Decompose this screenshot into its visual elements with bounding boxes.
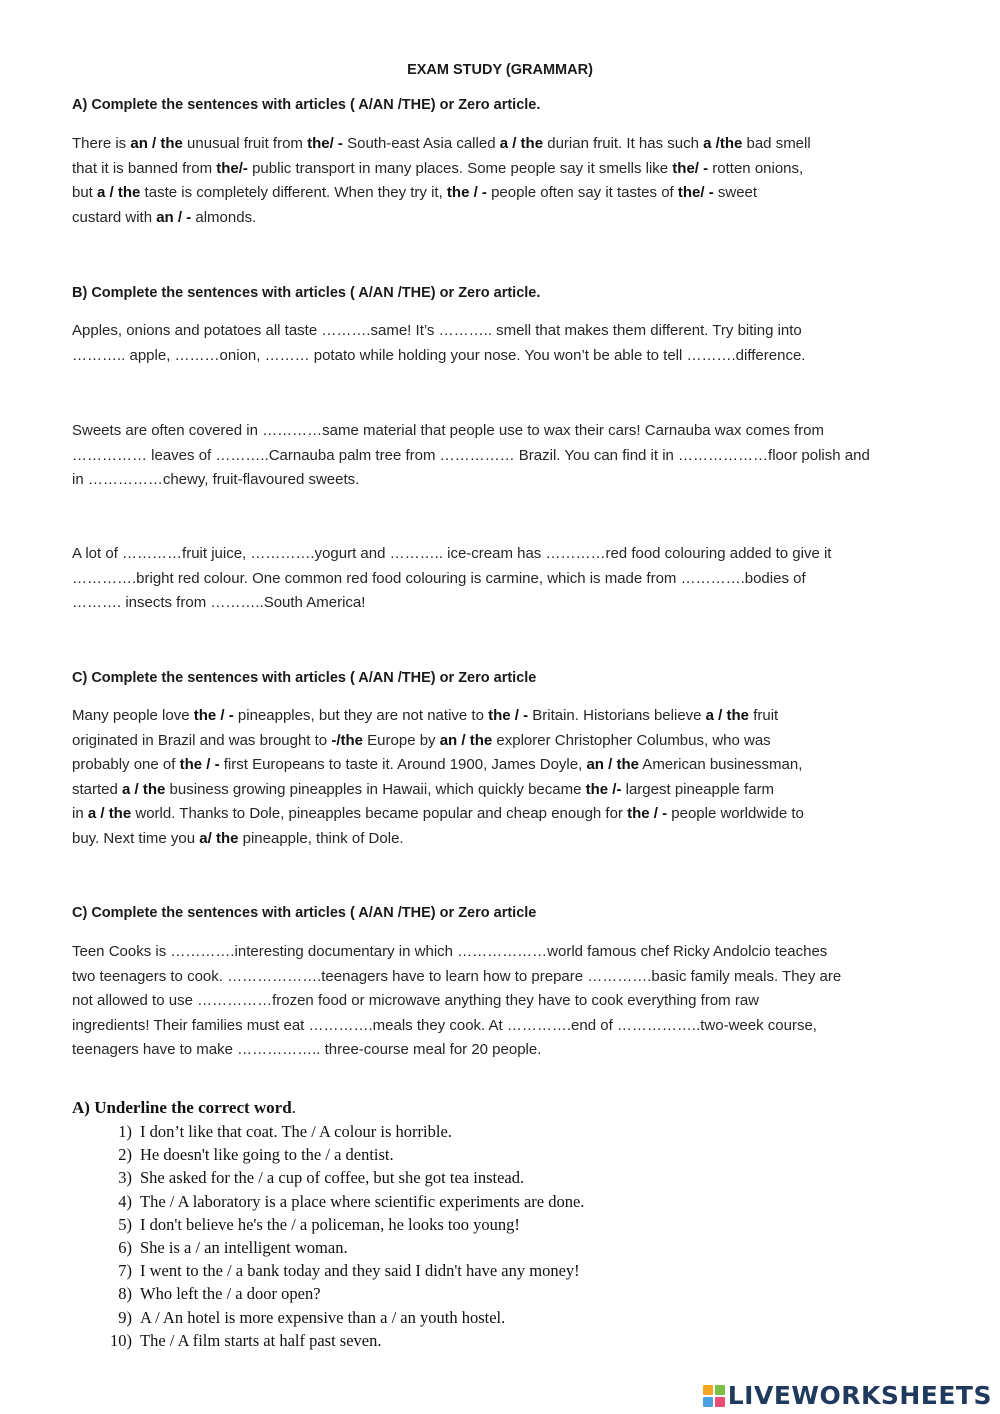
- text-segment: sweet: [713, 184, 758, 201]
- article-choice[interactable]: the / -: [179, 756, 220, 773]
- page-title: EXAM STUDY (GRAMMAR): [407, 62, 593, 78]
- logo-text: LIVEWORKSHEETS: [727, 1381, 992, 1410]
- section-c2-line-2: two teenagers to cook. ……………….teenagers have to learn how to prepare ………….basic family meals. They are: [72, 967, 842, 985]
- article-choice[interactable]: an / -: [156, 208, 192, 226]
- question-item[interactable]: [72, 1236, 772, 1259]
- question-item[interactable]: [72, 1190, 772, 1213]
- article-choice[interactable]: the /-: [585, 780, 622, 798]
- question-number: 2): [118, 1145, 132, 1165]
- question-item[interactable]: [72, 1282, 772, 1305]
- text-segment: fruit: [749, 707, 779, 724]
- text-segment: people often say it tastes of: [486, 184, 678, 201]
- question-number: 7): [118, 1261, 132, 1281]
- section-b-p2-line-1: Sweets are often covered in …………same material that people use to wax their cars! Carnauba wax comes from: [72, 422, 824, 439]
- question-number: 6): [118, 1238, 132, 1258]
- article-choice[interactable]: the/ -: [677, 184, 714, 201]
- question-text[interactable]: He doesn't like going to the / a dentist.: [140, 1145, 394, 1165]
- section-b-paragraph-2: [72, 419, 932, 493]
- article-choice[interactable]: the / -: [627, 805, 668, 822]
- article-choice[interactable]: a / the: [499, 135, 544, 152]
- text-segment: Britain. Historians believe: [528, 707, 706, 724]
- text-segment: people worldwide to: [667, 805, 804, 822]
- text-segment: pineapples, but they are not native to: [233, 707, 489, 724]
- section-b-p1-line-2: ……….. apple, ………onion, ……… potato while holding your nose. You won’t be able to tell ……….difference.: [72, 346, 806, 364]
- question-item[interactable]: [72, 1306, 772, 1329]
- text-segment: American businessman,: [638, 756, 803, 773]
- text-segment: custard with: [72, 208, 157, 226]
- text-segment: bad smell: [742, 135, 811, 152]
- section-c1-heading: C) Complete the sentences with articles ( A/AN /THE) or Zero article: [72, 670, 537, 686]
- article-choice[interactable]: the/ -: [307, 135, 343, 152]
- paragraph-line: [72, 181, 932, 206]
- text-segment: in: [72, 805, 88, 822]
- paragraph-line: [72, 729, 932, 754]
- question-item[interactable]: [72, 1213, 772, 1236]
- logo-icon: [703, 1385, 725, 1407]
- article-choice[interactable]: a /the: [703, 135, 743, 152]
- underline-heading-text: A) Underline the correct word: [72, 1098, 292, 1117]
- underline-exercise: [72, 1098, 772, 1352]
- question-item[interactable]: [72, 1120, 772, 1143]
- question-number: 10): [110, 1330, 132, 1350]
- paragraph-line: [72, 132, 932, 157]
- question-number: 9): [118, 1307, 132, 1327]
- question-text[interactable]: Who left the / a door open?: [140, 1284, 321, 1304]
- paragraph-line: [72, 827, 932, 852]
- article-choice[interactable]: the / -: [193, 707, 234, 724]
- paragraph-line: [72, 157, 932, 182]
- text-segment: There is: [72, 135, 131, 152]
- question-list: [72, 1120, 772, 1352]
- logo-cell-icon: [715, 1397, 725, 1407]
- article-choice[interactable]: a / the: [97, 184, 141, 201]
- text-segment: world. Thanks to Dole, pineapples became popular and cheap enough for: [131, 805, 628, 822]
- section-c2-line-3: not allowed to use ……………frozen food or microwave anything they have to cook everything from raw: [72, 992, 759, 1009]
- article-choice[interactable]: an / the: [439, 731, 493, 749]
- question-text[interactable]: I don’t like that coat. The / A colour is horrible.: [140, 1122, 452, 1141]
- section-c1-paragraph: [72, 704, 932, 851]
- question-item[interactable]: [72, 1143, 772, 1166]
- text-segment: taste is completely different. When they try it,: [140, 184, 447, 201]
- question-item[interactable]: [72, 1329, 772, 1352]
- text-segment: rotten onions,: [708, 159, 804, 177]
- section-a-heading: A) Complete the sentences with articles ( A/AN /THE) or Zero article.: [72, 97, 541, 113]
- section-b-p2-line-3: in ……………chewy, fruit-flavoured sweets.: [72, 471, 360, 488]
- text-segment: first Europeans to taste it. Around 1900, James Doyle,: [219, 756, 587, 773]
- text-segment: Europe by: [363, 731, 440, 749]
- question-text[interactable]: A / An hotel is more expensive than a / an youth hostel.: [140, 1307, 506, 1327]
- question-item[interactable]: [72, 1259, 772, 1282]
- section-b-paragraph-3: [72, 542, 932, 616]
- paragraph-line: [72, 778, 932, 803]
- text-segment: business growing pineapples in Hawaii, which quickly became: [165, 780, 586, 798]
- article-choice[interactable]: a / the: [705, 707, 750, 724]
- article-choice[interactable]: the/-: [216, 159, 248, 177]
- question-number: 5): [118, 1214, 132, 1234]
- question-text[interactable]: The / A film starts at half past seven.: [140, 1330, 382, 1350]
- article-choice[interactable]: an / the: [586, 756, 639, 773]
- question-number: 4): [118, 1191, 132, 1211]
- liveworksheets-logo[interactable]: [703, 1381, 992, 1410]
- article-choice[interactable]: a / the: [87, 805, 132, 822]
- section-b-p3-line-1: A lot of …………fruit juice, ………….yogurt and ……….. ice-cream has …………red food colouring added to give it: [72, 545, 832, 562]
- text-segment: public transport in many places. Some people say it smells like: [247, 159, 673, 177]
- text-segment: started: [72, 780, 123, 798]
- section-c2-heading: C) Complete the sentences with articles ( A/AN /THE) or Zero article: [72, 905, 537, 921]
- paragraph-line: [72, 753, 932, 778]
- paragraph-line: [72, 704, 932, 729]
- section-b-p1-line-1: Apples, onions and potatoes all taste ……….same! It’s ……….. smell that makes them different. Try biting into: [72, 322, 802, 339]
- section-c2-line-1: Teen Cooks is ………….interesting documentary in which ………………world famous chef Ricky Andolcio teaches: [72, 943, 828, 960]
- text-segment: originated in Brazil and was brought to: [72, 731, 332, 749]
- section-b-p2-line-2: …………… leaves of ………..Carnauba palm tree from …………… Brazil. You can find it in ………………floor polish and: [72, 446, 870, 464]
- section-b-p3-line-2: ………….bright red colour. One common red food colouring is carmine, which is made from ………….bodies of: [72, 569, 806, 587]
- paragraph-line: [72, 802, 932, 827]
- article-choice[interactable]: the / -: [446, 184, 487, 201]
- question-text[interactable]: I don't believe he's the / a policeman, he looks too young!: [140, 1214, 520, 1234]
- text-segment: that it is banned from: [72, 159, 217, 177]
- question-text[interactable]: I went to the / a bank today and they said I didn't have any money!: [140, 1261, 580, 1281]
- section-c2-line-5: teenagers have to make …………….. three-course meal for 20 people.: [72, 1041, 542, 1058]
- underline-heading-dot: .: [291, 1098, 296, 1117]
- question-text[interactable]: She is a / an intelligent woman.: [140, 1238, 348, 1258]
- text-segment: South-east Asia called: [342, 135, 500, 152]
- article-choice[interactable]: the / -: [488, 707, 529, 724]
- text-segment: explorer Christopher Columbus, who was: [492, 731, 771, 749]
- section-a-paragraph: [72, 132, 932, 230]
- text-segment: Many people love: [72, 707, 194, 724]
- paragraph-line: [72, 206, 932, 231]
- logo-cell-icon: [703, 1385, 713, 1395]
- logo-cell-icon: [715, 1385, 725, 1395]
- logo-cell-icon: [703, 1397, 713, 1407]
- section-b-p3-line-3: ………. insects from ………..South America!: [72, 594, 366, 611]
- article-choice[interactable]: an / the: [130, 135, 183, 152]
- text-segment: buy. Next time you: [72, 829, 200, 847]
- section-b-paragraph-1: [72, 319, 932, 368]
- question-item[interactable]: [72, 1166, 772, 1189]
- section-c2-paragraph: [72, 940, 932, 1063]
- underline-heading: [72, 1098, 772, 1118]
- article-choice[interactable]: a / the: [122, 780, 166, 798]
- text-segment: pineapple, think of Dole.: [238, 829, 404, 847]
- question-text[interactable]: The / A laboratory is a place where scientific experiments are done.: [140, 1191, 585, 1211]
- question-number: 1): [118, 1122, 132, 1141]
- article-choice[interactable]: a/ the: [199, 829, 239, 847]
- text-segment: unusual fruit from: [182, 135, 308, 152]
- question-number: 8): [118, 1284, 132, 1304]
- section-b-heading: B) Complete the sentences with articles ( A/AN /THE) or Zero article.: [72, 285, 541, 301]
- text-segment: but: [72, 184, 98, 201]
- section-c2-line-4: ingredients! Their families must eat ………….meals they cook. At ………….end of ……………..two-week course,: [72, 1016, 817, 1034]
- question-text[interactable]: She asked for the / a cup of coffee, but she got tea instead.: [140, 1168, 525, 1188]
- text-segment: probably one of: [72, 756, 180, 773]
- question-number: 3): [118, 1168, 132, 1188]
- article-choice[interactable]: -/the: [331, 731, 363, 749]
- text-segment: durian fruit. It has such: [543, 135, 704, 152]
- article-choice[interactable]: the/ -: [672, 159, 709, 177]
- text-segment: almonds.: [191, 208, 257, 226]
- text-segment: largest pineapple farm: [621, 780, 775, 798]
